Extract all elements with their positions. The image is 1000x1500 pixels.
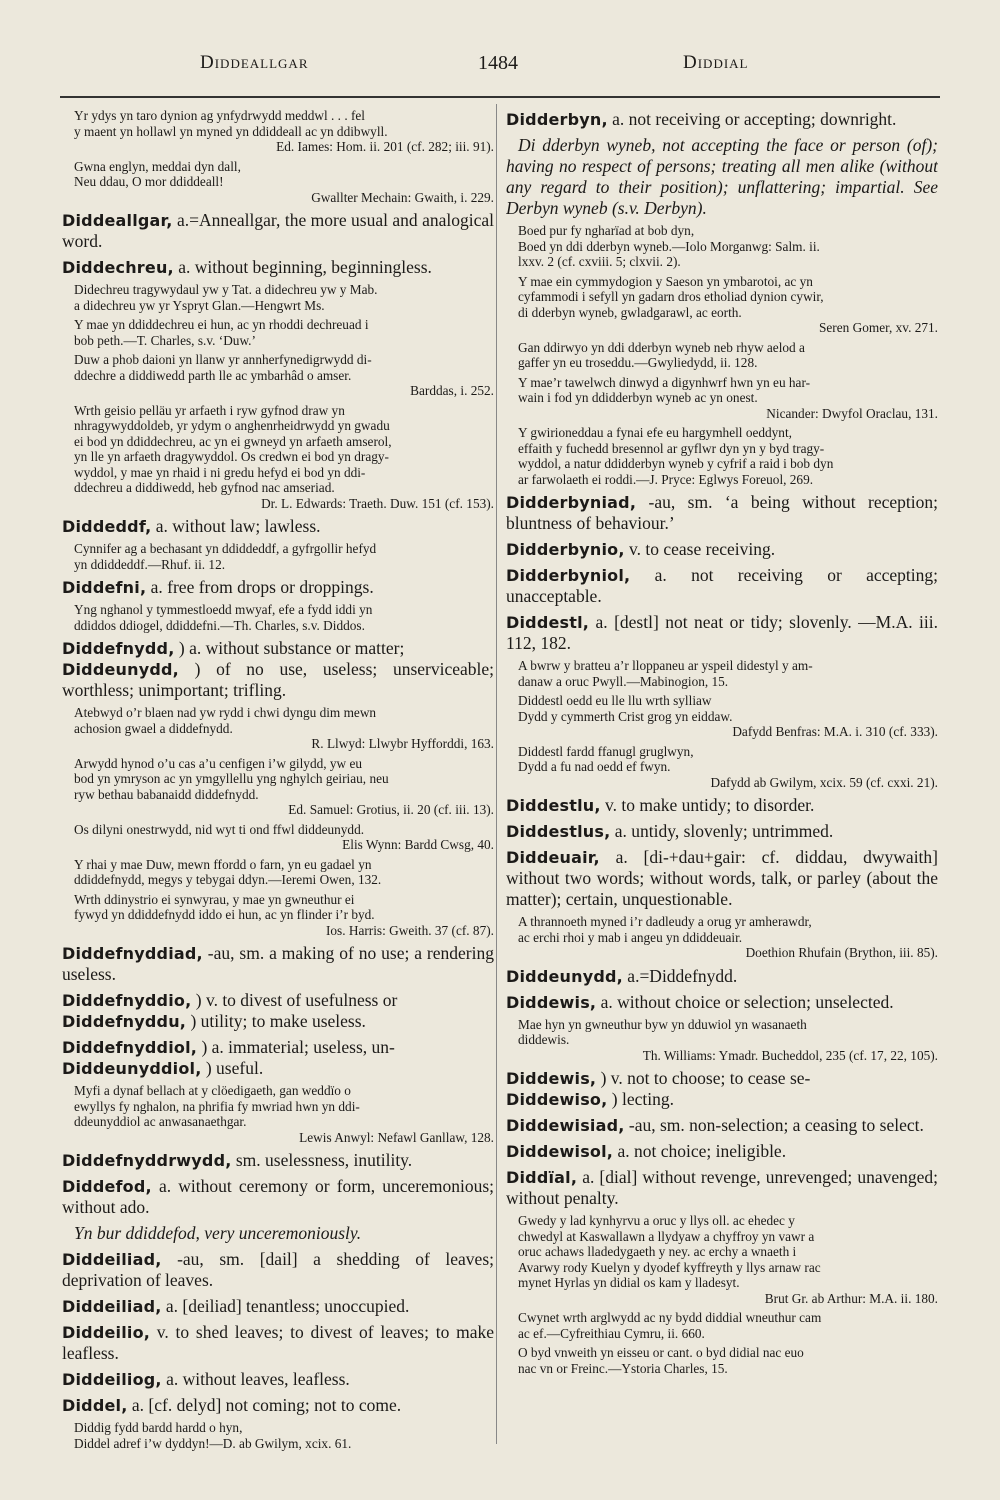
quotation-line: ddiddos ddiogel, ddiddefni.—Th. Charles, s.v. Diddos. — [74, 617, 365, 633]
quotation-line: diddewis. — [518, 1032, 570, 1047]
definition: ) of no use, useless; unserviceable; worthless; unimportant; trifling. — [62, 659, 494, 700]
running-header — [60, 52, 940, 82]
definition: ) a. without substance or matter; — [174, 638, 405, 658]
quotation-line: Y gwirioneddau a fynai efe eu hargymhell oeddynt, — [518, 425, 792, 440]
definition: ) utility; to make useless. — [186, 1011, 366, 1031]
quotation — [62, 1083, 494, 1145]
quotation-line: mynet Hyrlas yn didial os kam y lladesyt. — [518, 1275, 740, 1290]
entry-line — [506, 1068, 938, 1089]
definition: a. not choice; ineligible. — [613, 1141, 787, 1161]
quotation-line: Gan ddirwyo yn ddi dderbyn wyneb neb rhyw aelod a — [518, 339, 805, 355]
headword: Diddefnyddiol, — [62, 1038, 198, 1057]
quotation — [62, 892, 494, 939]
quotation — [506, 744, 938, 791]
quotation-line: fywyd yn ddiddefnydd iddo ei hun, ac yn flinder i’r byd. — [74, 907, 375, 922]
header-left-guideword: Diddeallgar — [200, 52, 309, 73]
dictionary-entry — [62, 1296, 494, 1317]
definition: a. not receiving or accepting; unacceptable. — [506, 565, 938, 606]
quotation-line: nac vn or Freinc.—Ystoria Charles, 15. — [518, 1360, 728, 1376]
page-number: 1484 — [478, 52, 518, 74]
citation: Elis Wynn: Bardd Cwsg, 40. — [342, 837, 494, 852]
quotation — [506, 274, 938, 336]
quotation-line: O byd vnweith yn eisseu or cant. o byd didial nac euo — [518, 1345, 804, 1360]
citation: Barddas, i. 252. — [410, 383, 494, 398]
entry-line — [62, 990, 494, 1011]
quotation-line: cyfammodi i sefyll yn gadarn dros etholiad dynion cywir, — [518, 289, 824, 304]
dictionary-entry — [506, 1068, 938, 1110]
citation: Ed. Samuel: Grotius, ii. 20 (cf. iii. 13). — [288, 802, 494, 817]
headword: Didderbyniad, — [506, 493, 637, 512]
citation: Ios. Harris: Gweith. 37 (cf. 87). — [325, 922, 494, 938]
quotation-line: Diddestl oedd eu lle llu wrth sylliaw — [518, 693, 712, 708]
quotation-line: A bwrw y bratteu a’r lloppaneu ar yspeil didestyl y am- — [518, 658, 813, 673]
definition: a. [cf. delyd] not coming; not to come. — [127, 1395, 402, 1415]
quotation-line: lxxv. 2 (cf. cxviii. 5; clxvii. 2). — [518, 254, 681, 269]
quotation — [506, 658, 938, 689]
headword: Diddeiliad, — [62, 1250, 162, 1269]
citation: Ed. Iames: Hom. ii. 201 (cf. 282; iii. 91). — [276, 139, 494, 154]
quotation-line: y maent yn hollawl yn myned yn ddiddeall ac yn ddibwyll. — [74, 123, 388, 139]
quotation-line: Arwydd hynod o’u cas a’u cenfigen i’w gilydd, yw eu — [74, 755, 363, 771]
definition: a. [di-+dau+gair: cf. diddau, dwywaith] without two words; without words, talk, or parley (about the matter); certain, unquestionable. — [506, 847, 938, 909]
citation: Doethion Rhufain (Brython, iii. 85). — [745, 945, 938, 960]
dictionary-entry — [62, 1037, 494, 1079]
dictionary-entry — [62, 257, 494, 278]
quotation — [62, 857, 494, 888]
definition: -au, sm. [dail] a shedding of leaves; deprivation of leaves. — [62, 1249, 494, 1290]
definition: ) lecting. — [607, 1089, 674, 1109]
quotation — [506, 914, 938, 961]
quotation-line: Atebwyd o’r blaen nad yw rydd i chwi dyngu dim mewn — [74, 705, 377, 720]
dictionary-entry — [62, 943, 494, 985]
dictionary-entry — [62, 1249, 494, 1291]
citation: Nicander: Dwyfol Oraclau, 131. — [766, 405, 938, 421]
headword: Diddefni, — [62, 578, 147, 597]
quotation-line: a didechreu yw yr Yspryt Glan.—Hengwrt Ms. — [74, 297, 325, 313]
definition: a. [dial] without revenge, unrevenged; unavenged; without penalty. — [506, 1167, 938, 1208]
citation: Lewis Anwyl: Nefawl Ganllaw, 128. — [299, 1129, 494, 1145]
quotation-line: Os dilyni onestrwydd, nid wyt ti ond ffwl diddeunydd. — [74, 821, 365, 837]
sub-entry: Di dderbyn wyneb, not accepting the face or person (of); having no respect of persons; treating all men alike (without any regard to their position); unflattering; impartial. See Derbyn wyneb (s.v. Derbyn). — [506, 135, 938, 218]
headword: Diddewisiad, — [506, 1116, 625, 1135]
headword: Diddeddf, — [62, 517, 152, 536]
headword: Diddeunydd, — [62, 660, 179, 679]
quotation-line: Dydd y cymmerth Crist grog yn eiddaw. — [518, 708, 733, 724]
right-column — [506, 104, 938, 1464]
dictionary-entry — [506, 992, 938, 1013]
citation: Gwallter Mechain: Gwaith, i. 229. — [311, 189, 494, 205]
quotation-line: effaith y fuchedd bresennol ar gyflwr dyn yn y byd tragy- — [518, 440, 825, 456]
quotation-line: di dderbyn wyneb, gwladgarawl, ac eorth. — [518, 304, 742, 320]
citation: Dafydd Benfras: M.A. i. 310 (cf. 333). — [732, 724, 938, 739]
quotation — [62, 602, 494, 633]
citation: R. Llwyd: Llwybr Hyfforddi, 163. — [311, 736, 494, 751]
quotation — [506, 425, 938, 487]
quotation — [62, 108, 494, 155]
quotation-line: Y mae ein cymmydogion y Saeson yn ymbarotoi, ac yn — [518, 273, 813, 289]
dictionary-entry — [62, 1176, 494, 1218]
definition: v. to make untidy; to disorder. — [600, 795, 815, 815]
quotation-line: ddechre a diddiwedd parth lle ac ymbarhâd o amser. — [74, 367, 352, 383]
dictionary-entry — [506, 795, 938, 816]
definition: a. [destl] not neat or tidy; slovenly. —M.A. iii. 112, 182. — [506, 612, 938, 653]
definition: sm. uselessness, inutility. — [231, 1150, 413, 1170]
quotation-line: bod yn ymryson ac yn ymgyllellu yng nghylch geiriau, neu — [74, 771, 389, 786]
definition: ) useful. — [201, 1058, 264, 1078]
dictionary-entry — [62, 990, 494, 1032]
quotation-line: Y mae’r tawelwch dinwyd a digynhwrf hwn yn eu har- — [518, 374, 811, 390]
header-right-guideword: Diddial — [683, 52, 749, 73]
entry-line — [62, 1011, 494, 1032]
definition: v. to cease receiving. — [624, 539, 776, 559]
dictionary-entry — [62, 1150, 494, 1171]
headword: Diddeilio, — [62, 1323, 151, 1342]
citation: Brut Gr. ab Arthur: M.A. ii. 180. — [764, 1290, 938, 1306]
quotation — [62, 756, 494, 818]
column-divider — [496, 104, 497, 1444]
quotation-line: danaw a oruc Pwyll.—Mabinogion, 15. — [518, 673, 729, 689]
dictionary-entry — [506, 821, 938, 842]
quotation — [506, 223, 938, 270]
quotation-line: Neu ddau, O mor ddiddeall! — [74, 174, 224, 189]
quotation — [62, 403, 494, 512]
definition: a. untidy, slovenly; untrimmed. — [610, 821, 834, 841]
quotation-line: yn ddiddeddf.—Rhuf. ii. 12. — [74, 556, 226, 572]
quotation-line: yn lle yn arfaeth dragywyddol. Os credwn ei bod yn dragy- — [74, 449, 389, 464]
quotation-line: Boed pur fy ngharïad at bob dyn, — [518, 223, 695, 238]
quotation-line: Gwna englyn, meddai dyn dall, — [74, 158, 241, 174]
entry-line — [62, 638, 494, 659]
headword: Diddestl, — [506, 613, 590, 632]
quotation-line: Y mae yn ddiddechreu ei hun, ac yn rhoddi dechreuad i — [74, 317, 369, 332]
dictionary-entry — [506, 847, 938, 910]
dictionary-entry — [506, 565, 938, 607]
quotation-line: wyddol, y mae yn rhaid i ni gredu hefyd ei bod yn ddi- — [74, 464, 366, 480]
definition: a. free from drops or droppings. — [146, 577, 374, 597]
quotation-line: Boed yn ddi dderbyn wyneb.—Iolo Morganwg: Salm. ii. — [518, 238, 820, 254]
quotation-line: ddechreu a diddiwedd, heb gyfnod nac amseriad. — [74, 480, 335, 495]
headword: Diddestlu, — [506, 796, 601, 815]
citation: Seren Gomer, xv. 271. — [819, 320, 938, 335]
quotation-line: bob peth.—T. Charles, s.v. ‘Duw.’ — [74, 332, 256, 348]
quotation-line: Y rhai y mae Duw, mewn ffordd o farn, yn eu gadael yn — [74, 856, 372, 872]
quotation-line: Cwynet wrth arglwydd ac ny bydd diddial wneuthur cam — [518, 1310, 822, 1325]
quotation — [62, 282, 494, 313]
definition: a. [deiliad] tenantless; unoccupied. — [161, 1296, 410, 1316]
headword: Diddeiliog, — [62, 1370, 162, 1389]
headword: Diddewisol, — [506, 1142, 614, 1161]
quotation — [62, 1420, 494, 1451]
definition: a. without choice or selection; unselected. — [596, 991, 894, 1012]
citation: Th. Williams: Ymadr. Bucheddol, 235 (cf. 17, 22, 105). — [642, 1047, 938, 1063]
quotation — [62, 352, 494, 399]
quotation-line: Duw a phob daioni yn llanw yr annherfynedigrwydd di- — [74, 352, 372, 367]
quotation-line: ei bod yn ddiddechreu, ac yn ei gwneyd yn arfaeth amserol, — [74, 433, 392, 449]
quotation — [506, 1017, 938, 1064]
quotation-line: Wrth ddinystrio ei synwyrau, y mae yn gwneuthur ei — [74, 891, 355, 907]
quotation-line: oruc achaws lladedygaeth y ney. ac erchy a wnaeth i — [518, 1244, 797, 1259]
quotation — [506, 375, 938, 422]
quotation-line: ryw bethau babanaidd diddefnydd. — [74, 786, 259, 802]
quotation-line: Dydd a fu nad oedd ef fwyn. — [518, 759, 671, 774]
quotation-line: Avarwy rody Kuelyn y dyodef kyffreyth y llys arnaw rac — [518, 1259, 821, 1275]
quotation — [506, 1310, 938, 1341]
dictionary-entry — [62, 1395, 494, 1416]
headword: Diddeunydd, — [506, 966, 623, 986]
quotation-line: Didechreu tragywydaul yw y Tat. a didechreu yw y Mab. — [74, 282, 378, 297]
headword: Diddeunyddiol, — [62, 1059, 202, 1078]
dictionary-entry — [62, 577, 494, 598]
quotation-line: Myfi a dynaf bellach at y clöedigaeth, gan weddïo o — [74, 1083, 351, 1098]
dictionary-entry — [506, 1115, 938, 1136]
definition: ) a. immaterial; useless, un- — [197, 1037, 395, 1057]
citation: Dafydd ab Gwilym, xcix. 59 (cf. cxxi. 21). — [710, 774, 938, 790]
quotation — [506, 693, 938, 740]
left-column — [62, 104, 494, 1464]
dictionary-entry — [506, 1167, 938, 1209]
quotation — [62, 317, 494, 348]
dictionary-entry — [62, 516, 494, 537]
dictionary-entry — [506, 492, 938, 534]
headword: Diddel, — [62, 1396, 128, 1415]
headword: Diddeuair, — [506, 848, 600, 867]
quotation-line: Cynnifer ag a bechasant yn ddiddeddf, a gyfrgollir hefyd — [74, 541, 377, 556]
quotation-line: Yr ydys yn taro dynion ag ynfydrwydd meddwl . . . fel — [74, 108, 366, 123]
quotation — [506, 1345, 938, 1376]
entry-line — [62, 659, 494, 701]
definition: a. without leaves, leafless. — [161, 1369, 350, 1389]
entry-line — [506, 1089, 938, 1110]
definition: -au, sm. ‘a being without reception; bluntness of behaviour.’ — [506, 492, 938, 533]
headword: Diddewis, — [506, 1069, 597, 1088]
quotation-line: ar farwolaeth ei roddi.—J. Pryce: Eglwys Foreuol, 269. — [518, 471, 814, 487]
definition: a. without law; lawless. — [151, 516, 321, 536]
quotation-line: Diddestl fardd ffanugl gruglwyn, — [518, 743, 694, 759]
quotation-line: ac erchi rhoi y mab i angeu yn ddiddeuair. — [518, 929, 743, 945]
definition: a.=Diddefnydd. — [622, 965, 738, 986]
dictionary-entry — [506, 1141, 938, 1162]
definition: ) v. to divest of usefulness or — [191, 990, 398, 1010]
dictionary-entry — [62, 1322, 494, 1364]
quotation — [62, 159, 494, 206]
definition: -au, sm. a making of no use; a rendering useless. — [62, 943, 494, 984]
quotation-line: Diddig fydd bardd hardd o hyn, — [74, 1420, 243, 1435]
definition: v. to shed leaves; to divest of leaves; to make leafless. — [62, 1322, 494, 1363]
quotation-line: ddeunyddiol ac anwasanaethgar. — [74, 1114, 247, 1129]
headword: Diddefnydd, — [62, 639, 175, 658]
headword: Didderbyniol, — [506, 566, 631, 585]
entry-line — [62, 1037, 494, 1058]
headword: Diddïal, — [506, 1168, 578, 1187]
dictionary-entry — [506, 612, 938, 654]
dictionary-entry — [62, 1369, 494, 1390]
quotation — [62, 541, 494, 572]
quotation-line: ddiddefnydd, megys y tebygai ddyn.—Ieremi Owen, 132. — [74, 872, 382, 887]
header-rule — [60, 96, 940, 98]
headword: Diddeallgar, — [62, 211, 173, 230]
quotation — [62, 822, 494, 853]
quotation — [506, 1213, 938, 1306]
quotation-line: nhragywyddoldeb, yr ydym o anghenrheidrwydd yn gwadu — [74, 418, 390, 433]
quotation-line: wain i fod yn ddidderbyn wyneb ac yn onest. — [518, 390, 758, 405]
quotation-line: A thrannoeth myned i’r dadleudy a orug yr amherawdr, — [518, 914, 812, 929]
dictionary-entry — [506, 109, 938, 130]
quotation-line: Yng nghanol y tymmestloedd mwyaf, efe a fydd iddi yn — [74, 602, 373, 617]
quotation-line: ac ef.—Cyfreithiau Cymru, ii. 660. — [518, 1325, 705, 1341]
quotation-line: Wrth geisio pelläu yr arfaeth i ryw gyfnod draw yn — [74, 402, 345, 418]
dictionary-entry — [62, 638, 494, 701]
quotation — [506, 340, 938, 371]
definition: a. without beginning, beginningless. — [173, 257, 432, 277]
citation: Dr. L. Edwards: Traeth. Duw. 151 (cf. 153). — [261, 495, 494, 511]
quotation-line: wyddol, a natur ddidderbyn wyneb y cyfrif a raid i bob dyn — [518, 456, 834, 471]
sub-entry: Yn bur ddiddefod, very unceremoniously. — [74, 1223, 362, 1243]
quotation — [62, 705, 494, 752]
quotation-line: Gwedy y lad kynhyrvu a oruc y llys oll. ac ehedec y — [518, 1213, 795, 1228]
definition: a. without ceremony or form, unceremonious; without ado. — [62, 1176, 494, 1217]
quotation-line: chwedyl at Kaswallawn a llydyaw a chyffroy yn vawr a — [518, 1228, 815, 1244]
headword: Diddeiliad, — [62, 1297, 162, 1316]
headword: Diddefnyddrwydd, — [62, 1151, 232, 1170]
definition: a. not receiving or accepting; downright. — [607, 109, 897, 129]
headword: Diddestlus, — [506, 822, 611, 841]
headword: Diddewis, — [506, 992, 597, 1012]
headword: Diddefnyddio, — [62, 991, 192, 1010]
headword: Diddefnyddu, — [62, 1012, 187, 1031]
dictionary-entry — [506, 539, 938, 560]
quotation-line: achosion gwael a diddefnydd. — [74, 720, 233, 736]
quotation-line: Diddel adref i’w dyddyn!—D. ab Gwilym, xcix. 61. — [74, 1435, 352, 1451]
definition: a.=Anneallgar, the more usual and analogical word. — [62, 210, 494, 251]
headword: Diddefnyddiad, — [62, 944, 203, 963]
quotation-line: Mae hyn yn gwneuthur byw yn dduwiol yn wasanaeth — [518, 1016, 807, 1032]
entry-line — [62, 1058, 494, 1079]
headword: Didderbyn, — [506, 110, 608, 129]
definition: ) v. not to choose; to cease se- — [596, 1068, 811, 1088]
dictionary-entry — [506, 966, 938, 987]
headword: Diddewiso, — [506, 1090, 608, 1109]
dictionary-entry — [62, 210, 494, 252]
definition: -au, sm. non-selection; a ceasing to select. — [624, 1115, 924, 1135]
headword: Diddefod, — [62, 1177, 152, 1196]
quotation-line: gaffer yn eu troseddu.—Gwyliedydd, ii. 128. — [518, 355, 758, 370]
headword: Diddechreu, — [62, 258, 174, 277]
quotation-line: ewyllys fy nghalon, na phrifia fy mwriad hwn yn ddi- — [74, 1098, 360, 1114]
headword: Didderbynio, — [506, 540, 625, 559]
